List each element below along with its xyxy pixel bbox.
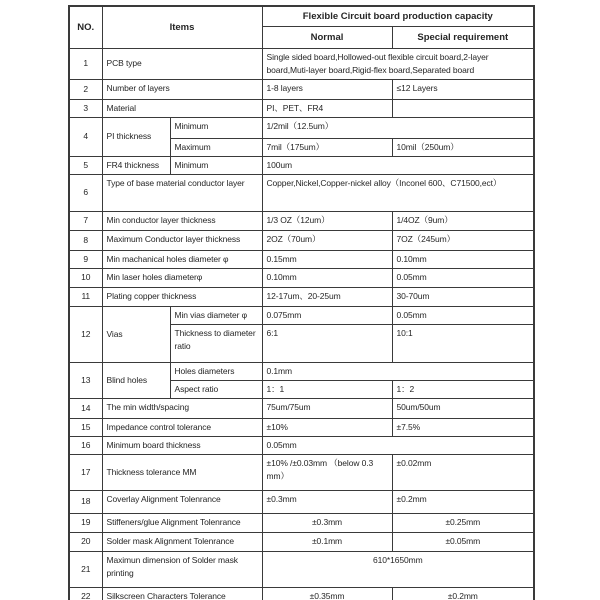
row-no: 20 <box>69 532 102 551</box>
value-fr4-minimum: 100um <box>262 156 534 174</box>
table-row <box>69 250 534 268</box>
item-thickness-tolerance: Thickness tolerance MM <box>102 454 262 490</box>
value-special: ±0.05mm <box>392 532 534 551</box>
item-solder-mask-print-dimension: Maximun dimension of Solder mask printing <box>102 551 262 587</box>
value-normal: ±0.35mm <box>262 587 392 600</box>
item-stiffeners-tolerance: Stiffeners/glue Alignment Tolenrance <box>102 513 262 532</box>
row-no: 14 <box>69 398 102 418</box>
value-special: 0.05mm <box>392 306 534 324</box>
item-plating-copper-thickness: Plating copper thickness <box>102 287 262 306</box>
value-normal: 1：1 <box>262 380 392 398</box>
table-row <box>69 230 534 250</box>
subitem-minimum: Minimum <box>170 156 262 174</box>
row-no: 17 <box>69 454 102 490</box>
value-special: ±7.5% <box>392 418 534 436</box>
item-impedance-tolerance: Impedance control tolerance <box>102 418 262 436</box>
item-silkscreen-tolerance: Silkscreen Characters Tolerance <box>102 587 262 600</box>
item-material: Material <box>102 99 262 117</box>
row-no: 7 <box>69 211 102 230</box>
table-row <box>69 532 534 551</box>
value-special: 7OZ（245um） <box>392 230 534 250</box>
value-special: ±0.02mm <box>392 454 534 490</box>
value-pi-minimum: 1/2mil（12.5um） <box>262 117 534 138</box>
value-normal: 12-17um、20-25um <box>262 287 392 306</box>
value-special: 1：2 <box>392 380 534 398</box>
value-conductor-type: Copper,Nickel,Copper-nickel alloy（Inconel 600、C71500,ect） <box>262 174 534 211</box>
subitem-aspect-ratio: Aspect ratio <box>170 380 262 398</box>
subitem-minimum: Minimum <box>170 117 262 138</box>
value-special: 0.05mm <box>392 268 534 287</box>
value-normal: 1/3 OZ（12um） <box>262 211 392 230</box>
item-min-laser-holes: Min laser holes diameterφ <box>102 268 262 287</box>
value-solder-mask-print-dimension: 610*1650mm <box>262 551 534 587</box>
value-normal: 7mil（175um） <box>262 138 392 156</box>
table-row <box>69 99 534 117</box>
table-row <box>69 513 534 532</box>
row-no: 8 <box>69 230 102 250</box>
item-conductor-type: Type of base material conductor layer <box>102 174 262 211</box>
table-row <box>69 587 534 600</box>
value-normal: 2OZ（70um） <box>262 230 392 250</box>
table-row <box>69 156 534 174</box>
table-row <box>69 398 534 418</box>
col-header-normal: Normal <box>262 26 392 48</box>
table-row <box>69 551 534 587</box>
item-coverlay-tolerance: Coverlay Alignment Tolenrance <box>102 490 262 513</box>
col-header-no: NO. <box>69 6 102 48</box>
table-row <box>69 454 534 490</box>
row-no: 11 <box>69 287 102 306</box>
value-normal: 0.10mm <box>262 268 392 287</box>
col-header-items: Items <box>102 6 262 48</box>
row-no: 15 <box>69 418 102 436</box>
value-special-empty <box>392 99 534 117</box>
subitem-thickness-diameter-ratio: Thickness to diameter ratio <box>170 324 262 362</box>
table-row <box>69 117 534 138</box>
item-blind-holes: Blind holes <box>102 362 170 398</box>
row-no: 5 <box>69 156 102 174</box>
value-normal: ±0.3mm <box>262 513 392 532</box>
value-special: 50um/50um <box>392 398 534 418</box>
item-pcb-type: PCB type <box>102 48 262 79</box>
value-normal: PI、PET、FR4 <box>262 99 392 117</box>
value-special: ±0.2mm <box>392 490 534 513</box>
value-normal: ±0.3mm <box>262 490 392 513</box>
item-number-of-layers: Number of layers <box>102 79 262 99</box>
row-no: 10 <box>69 268 102 287</box>
value-special: 10:1 <box>392 324 534 362</box>
table-row <box>69 362 534 380</box>
row-no: 16 <box>69 436 102 454</box>
production-capacity-table <box>68 5 535 600</box>
value-special: 10mil（250um） <box>392 138 534 156</box>
row-no: 19 <box>69 513 102 532</box>
item-min-width-spacing: The min width/spacing <box>102 398 262 418</box>
table-row <box>69 306 534 324</box>
table-row <box>69 174 534 211</box>
value-normal: 1-8 layers <box>262 79 392 99</box>
subitem-min-vias-diameter: Min vias diameter φ <box>170 306 262 324</box>
value-special: 30-70um <box>392 287 534 306</box>
value-min-board-thickness: 0.05mm <box>262 436 534 454</box>
row-no: 3 <box>69 99 102 117</box>
col-header-special: Special requirement <box>392 26 534 48</box>
item-vias: Vias <box>102 306 170 362</box>
row-no: 6 <box>69 174 102 211</box>
table-row <box>69 436 534 454</box>
row-no: 13 <box>69 362 102 398</box>
item-min-mechanical-holes: Min machanical holes diameter φ <box>102 250 262 268</box>
value-normal: 75um/75um <box>262 398 392 418</box>
row-no: 21 <box>69 551 102 587</box>
row-no: 2 <box>69 79 102 99</box>
value-special: 0.10mm <box>392 250 534 268</box>
value-normal: 0.075mm <box>262 306 392 324</box>
item-fr4-thickness: FR4 thickness <box>102 156 170 174</box>
item-max-conductor-thickness: Maximum Conductor layer thickness <box>102 230 262 250</box>
value-normal: ±10% <box>262 418 392 436</box>
row-no: 18 <box>69 490 102 513</box>
row-no: 12 <box>69 306 102 362</box>
value-special: ±0.2mm <box>392 587 534 600</box>
table-title: Flexible Circuit board production capacity <box>262 6 534 26</box>
value-holes-diameters: 0.1mm <box>262 362 534 380</box>
item-pi-thickness: PI thickness <box>102 117 170 156</box>
value-normal: ±10% /±0.03mm （below 0.3 mm） <box>262 454 392 490</box>
table-row <box>69 287 534 306</box>
item-min-conductor-thickness: Min conductor layer thickness <box>102 211 262 230</box>
value-normal: ±0.1mm <box>262 532 392 551</box>
row-no: 9 <box>69 250 102 268</box>
row-no: 4 <box>69 117 102 156</box>
table-row <box>69 48 534 79</box>
value-pcb-type: Single sided board,Hollowed-out flexible circuit board,2-layer board,Muti-layer board,Rigid-flex board,Separated board <box>262 48 534 79</box>
table-row <box>69 418 534 436</box>
value-normal: 0.15mm <box>262 250 392 268</box>
item-min-board-thickness: Minimum board thickness <box>102 436 262 454</box>
table-row <box>69 211 534 230</box>
value-special: ±0.25mm <box>392 513 534 532</box>
row-no: 1 <box>69 48 102 79</box>
header-row-1 <box>69 6 534 26</box>
subitem-holes-diameters: Holes diameters <box>170 362 262 380</box>
value-normal: 6:1 <box>262 324 392 362</box>
subitem-maximum: Maximum <box>170 138 262 156</box>
value-special: ≤12 Layers <box>392 79 534 99</box>
table-row <box>69 490 534 513</box>
value-special: 1/4OZ（9um） <box>392 211 534 230</box>
table-row <box>69 79 534 99</box>
item-solder-mask-tolerance: Solder mask Alignment Tolenrance <box>102 532 262 551</box>
row-no: 22 <box>69 587 102 600</box>
table-row <box>69 268 534 287</box>
